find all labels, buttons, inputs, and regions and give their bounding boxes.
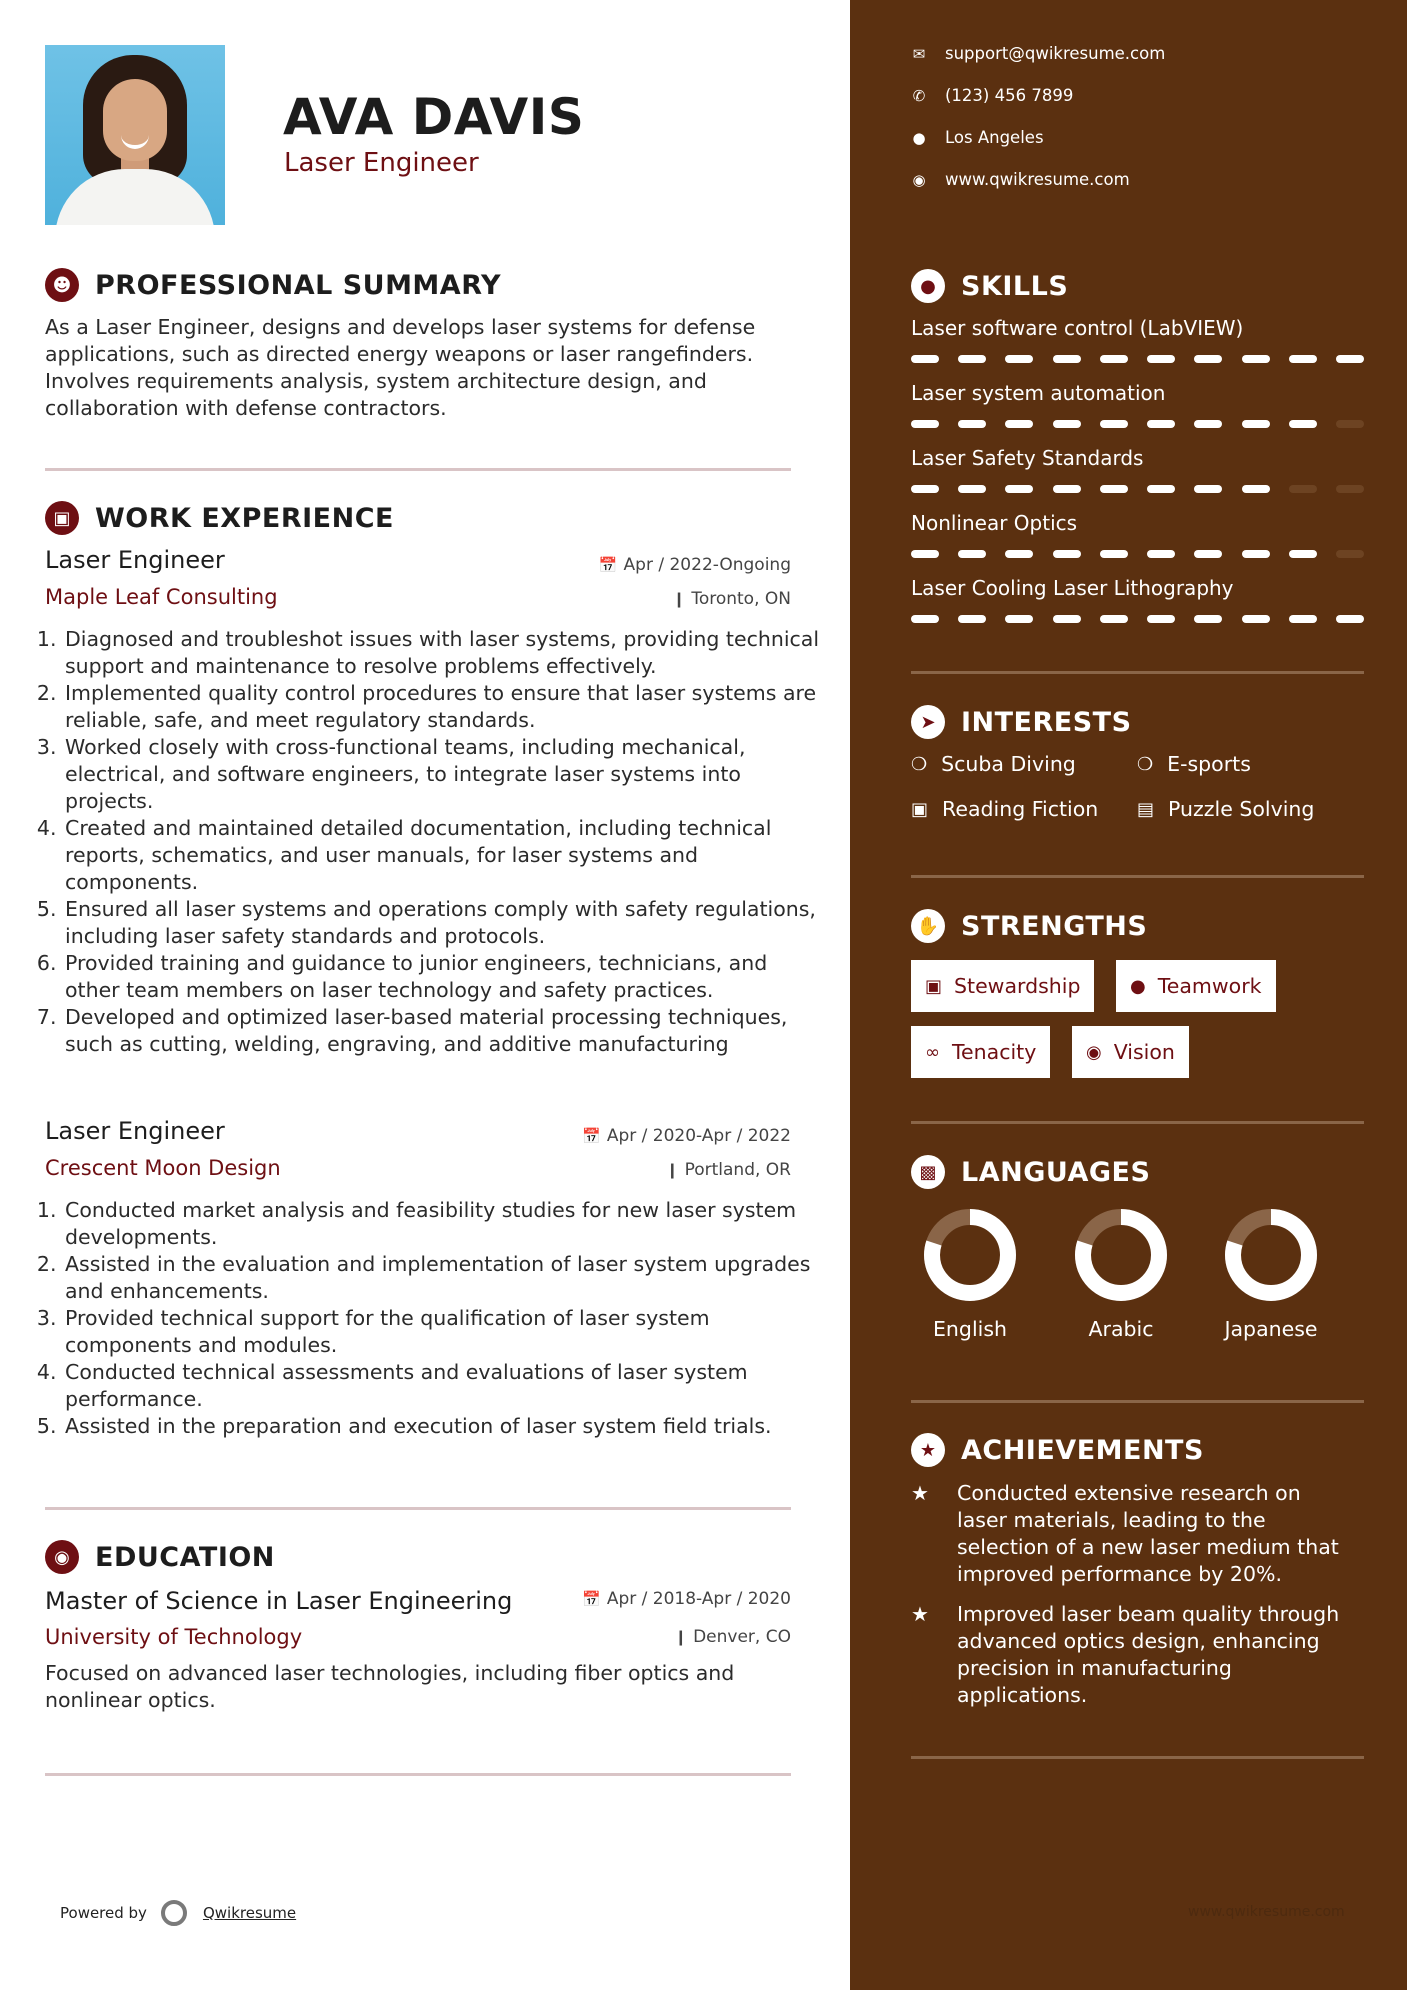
skill-level-segment — [958, 485, 986, 493]
fist-icon: ✋ — [911, 909, 945, 943]
calendar-icon: 📅 — [582, 1590, 601, 1608]
skill-level-segment — [1242, 420, 1270, 428]
skill-name: Laser system automation — [911, 381, 1166, 405]
skill-level-segment — [1242, 615, 1270, 623]
divider — [911, 671, 1364, 674]
strength-chip: ∞ Tenacity — [911, 1026, 1050, 1078]
contact-email[interactable]: ✉ support@qwikresume.com — [912, 44, 1166, 63]
skill-level-segment — [1289, 485, 1317, 493]
skill-level-segment — [1005, 615, 1033, 623]
skill-level-segment — [1194, 355, 1222, 363]
skill-level-segment — [1100, 485, 1128, 493]
education-description: Focused on advanced laser technologies, including fiber optics and nonlinear optics. — [45, 1661, 735, 1712]
skill-level-segment — [1100, 550, 1128, 558]
skill-level-segment — [911, 420, 939, 428]
skill-name: Laser Cooling Laser Lithography — [911, 576, 1234, 600]
skill-level-segment — [1289, 550, 1317, 558]
skill-level-segment — [1100, 420, 1128, 428]
divider — [911, 1121, 1364, 1124]
calendar-icon: 📅 — [582, 1127, 601, 1145]
language-ring — [1223, 1207, 1319, 1303]
degree: Master of Science in Laser Engineering — [45, 1587, 513, 1615]
skill-level-segment — [1005, 420, 1033, 428]
skill-level-segment — [1194, 550, 1222, 558]
candidate-title: Laser Engineer — [284, 148, 479, 178]
job-dates: 📅 Apr / 2020-Apr / 2022 — [582, 1126, 791, 1146]
skill-level-meter — [911, 355, 1364, 363]
contact-website[interactable]: ◉ www.qwikresume.com — [912, 170, 1130, 189]
life-ring-icon: ❍ — [1137, 753, 1154, 775]
gamepad-icon: ▣ — [911, 798, 929, 820]
brand-link[interactable]: Qwikresume — [202, 1904, 297, 1922]
skill-level-segment — [911, 355, 939, 363]
divider — [911, 1400, 1364, 1403]
strength-chip: ▣ Stewardship — [911, 960, 1094, 1012]
skill-name: Nonlinear Optics — [911, 511, 1078, 535]
skill-level-segment — [958, 615, 986, 623]
skill-level-meter — [911, 420, 1364, 428]
job-location: ❙ Toronto, ON — [672, 589, 791, 609]
interest-item: ▤ Puzzle Solving — [1137, 797, 1315, 821]
briefcase-icon: ▣ — [925, 975, 943, 997]
contact-phone: ✆ (123) 456 7899 — [912, 86, 1074, 105]
globe-icon: ◉ — [912, 170, 926, 189]
language-icon: ▩ — [911, 1155, 945, 1189]
strengths-heading: ✋ STRENGTHS — [911, 909, 1147, 943]
skill-level-segment — [1147, 550, 1175, 558]
skill-name: Laser software control (LabVIEW) — [911, 316, 1244, 340]
language-ring — [1073, 1207, 1169, 1303]
job-company: Crescent Moon Design — [45, 1156, 281, 1180]
skill-level-segment — [911, 550, 939, 558]
achievement-item: ★ Improved laser beam quality through advanced optics design, enhancing precision in manufacturing applications. — [911, 1602, 1340, 1707]
life-ring-icon: ❍ — [911, 753, 928, 775]
user-icon: ☻ — [45, 268, 79, 302]
divider — [911, 875, 1364, 878]
job-location: ❙ Portland, OR — [666, 1160, 791, 1180]
watermark: www.qwikresume.com — [1188, 1904, 1345, 1920]
duty-item: 1. Diagnosed and troubleshot issues with laser systems, providing technical support and maintenance to resolve problems effectively. — [63, 626, 823, 680]
graduate-icon: ◉ — [45, 1540, 79, 1574]
summary-heading: ☻ PROFESSIONAL SUMMARY — [45, 268, 501, 302]
duty-item: 7. Developed and optimized laser-based material processing techniques, such as cutting, welding, engraving, and additive manufacturing — [63, 1004, 823, 1058]
skill-level-segment — [958, 355, 986, 363]
skill-level-segment — [1053, 550, 1081, 558]
language-item — [1216, 1207, 1326, 1341]
duty-item: 4. Conducted technical assessments and evaluations of laser system performance. — [63, 1359, 823, 1413]
strength-chip: ● Teamwork — [1116, 960, 1276, 1012]
candidate-name: AVA DAVIS — [283, 88, 585, 146]
skill-level-segment — [1289, 355, 1317, 363]
school: University of Technology — [45, 1625, 303, 1649]
skill-level-segment — [1005, 485, 1033, 493]
skills-heading: ● SKILLS — [911, 269, 1068, 303]
education-location: ❙ Denver, CO — [674, 1627, 791, 1647]
footer — [60, 1900, 296, 1926]
skill-level-segment — [1100, 355, 1128, 363]
interest-item: ▣ Reading Fiction — [911, 797, 1099, 821]
skill-level-segment — [911, 485, 939, 493]
duty-item: 2. Implemented quality control procedures to ensure that laser systems are reliable, safe, and meet regulatory standards. — [63, 680, 823, 734]
duty-item: 3. Worked closely with cross-functional teams, including mechanical, electrical, and software engineers, to integrate laser systems into projects. — [63, 734, 823, 815]
education-heading: ◉ EDUCATION — [45, 1540, 275, 1574]
duty-item: 1. Conducted market analysis and feasibility studies for new laser system developments. — [63, 1197, 823, 1251]
skill-level-segment — [1053, 485, 1081, 493]
skill-level-segment — [1100, 615, 1128, 623]
skill-level-meter — [911, 550, 1364, 558]
skill-level-segment — [911, 615, 939, 623]
skill-level-segment — [1242, 485, 1270, 493]
skill-level-segment — [1053, 420, 1081, 428]
achievements-heading: ★ ACHIEVEMENTS — [911, 1433, 1204, 1467]
skill-level-segment — [1005, 355, 1033, 363]
job-title: Laser Engineer — [45, 546, 225, 574]
qwikresume-logo-icon — [161, 1900, 187, 1926]
lightbulb-icon: ● — [911, 269, 945, 303]
divider — [911, 1756, 1364, 1759]
language-name: Arabic — [1088, 1317, 1154, 1341]
languages-heading: ▩ LANGUAGES — [911, 1155, 1150, 1189]
skill-level-segment — [1336, 355, 1364, 363]
language-ring — [922, 1207, 1018, 1303]
skill-level-segment — [1147, 485, 1175, 493]
star-icon: ★ — [911, 1481, 929, 1505]
powered-by-label: Powered by — [60, 1904, 147, 1922]
skill-level-segment — [1242, 550, 1270, 558]
skill-level-meter — [911, 485, 1364, 493]
language-name: Japanese — [1224, 1317, 1318, 1341]
duty-item: 2. Assisted in the evaluation and implementation of laser system upgrades and enhancements. — [63, 1251, 823, 1305]
divider — [45, 1507, 791, 1510]
interest-item: ❍ Scuba Diving — [911, 752, 1076, 776]
skill-level-segment — [1194, 420, 1222, 428]
skill-level-segment — [1336, 420, 1364, 428]
skill-level-segment — [1289, 420, 1317, 428]
paper-plane-icon: ➤ — [911, 705, 945, 739]
duty-item: 5. Assisted in the preparation and execution of laser system field trials. — [63, 1413, 823, 1440]
skill-name: Laser Safety Standards — [911, 446, 1144, 470]
users-icon: ● — [1130, 975, 1146, 997]
skill-level-segment — [958, 550, 986, 558]
contact-location: ● Los Angeles — [912, 128, 1044, 147]
skill-level-segment — [1289, 615, 1317, 623]
map-marker-icon: ● — [912, 128, 926, 147]
language-item — [915, 1207, 1025, 1341]
divider — [45, 1773, 791, 1776]
job-duties — [45, 1197, 823, 1440]
education-dates: 📅 Apr / 2018-Apr / 2020 — [582, 1589, 791, 1609]
star-icon: ★ — [911, 1602, 929, 1626]
job-company: Maple Leaf Consulting — [45, 585, 278, 609]
duty-item: 6. Provided training and guidance to junior engineers, technicians, and other team members on laser technology and safety practices. — [63, 950, 823, 1004]
summary-text: As a Laser Engineer, designs and develops laser systems for defense applications, such as directed energy weapons or laser rangefinders. Involves requirements analysis, system architecture design, and collaboration with defense contractors. — [45, 315, 756, 420]
skill-level-segment — [1053, 355, 1081, 363]
strength-chip: ◉ Vision — [1072, 1026, 1189, 1078]
interests-heading: ➤ INTERESTS — [911, 705, 1132, 739]
award-icon: ★ — [911, 1433, 945, 1467]
job-title: Laser Engineer — [45, 1117, 225, 1145]
skill-level-segment — [1336, 550, 1364, 558]
skill-level-segment — [958, 420, 986, 428]
skill-level-segment — [1005, 550, 1033, 558]
skill-level-segment — [1147, 355, 1175, 363]
skill-level-segment — [1242, 355, 1270, 363]
skill-level-segment — [1147, 615, 1175, 623]
job-dates: 📅 Apr / 2022-Ongoing — [598, 555, 791, 575]
job-duties — [45, 626, 823, 1058]
divider — [45, 468, 791, 471]
profile-photo — [45, 45, 225, 225]
duty-item: 4. Created and maintained detailed documentation, including technical reports, schematics, and user manuals, for laser systems and components. — [63, 815, 823, 896]
skill-level-segment — [1147, 420, 1175, 428]
briefcase-chair-icon: ▣ — [45, 501, 79, 535]
pin-icon: ❙ — [666, 1161, 679, 1179]
skill-level-meter — [911, 615, 1364, 623]
pin-icon: ❙ — [672, 590, 686, 608]
language-item — [1066, 1207, 1176, 1341]
envelope-icon: ✉ — [912, 44, 926, 63]
phone-icon: ✆ — [912, 86, 926, 105]
skill-level-segment — [1194, 485, 1222, 493]
interest-item: ❍ E-sports — [1137, 752, 1251, 776]
duty-item: 5. Ensured all laser systems and operations comply with safety regulations, including laser safety standards and protocols. — [63, 896, 823, 950]
duty-item: 3. Provided technical support for the qualification of laser system components and modules. — [63, 1305, 823, 1359]
calendar-icon: 📅 — [598, 556, 618, 574]
achievement-item: ★ Conducted extensive research on laser materials, leading to the selection of a new laser medium that improved performance by 20%. — [911, 1481, 1339, 1586]
binoculars-icon: ◉ — [1086, 1041, 1102, 1063]
book-icon: ▤ — [1137, 798, 1155, 820]
skill-level-segment — [1194, 615, 1222, 623]
link-icon: ∞ — [925, 1041, 940, 1063]
experience-heading: ▣ WORK EXPERIENCE — [45, 501, 394, 535]
language-name: English — [932, 1317, 1008, 1341]
pin-icon: ❙ — [674, 1628, 688, 1646]
skill-level-segment — [1336, 615, 1364, 623]
skill-level-segment — [1053, 615, 1081, 623]
skill-level-segment — [1336, 485, 1364, 493]
